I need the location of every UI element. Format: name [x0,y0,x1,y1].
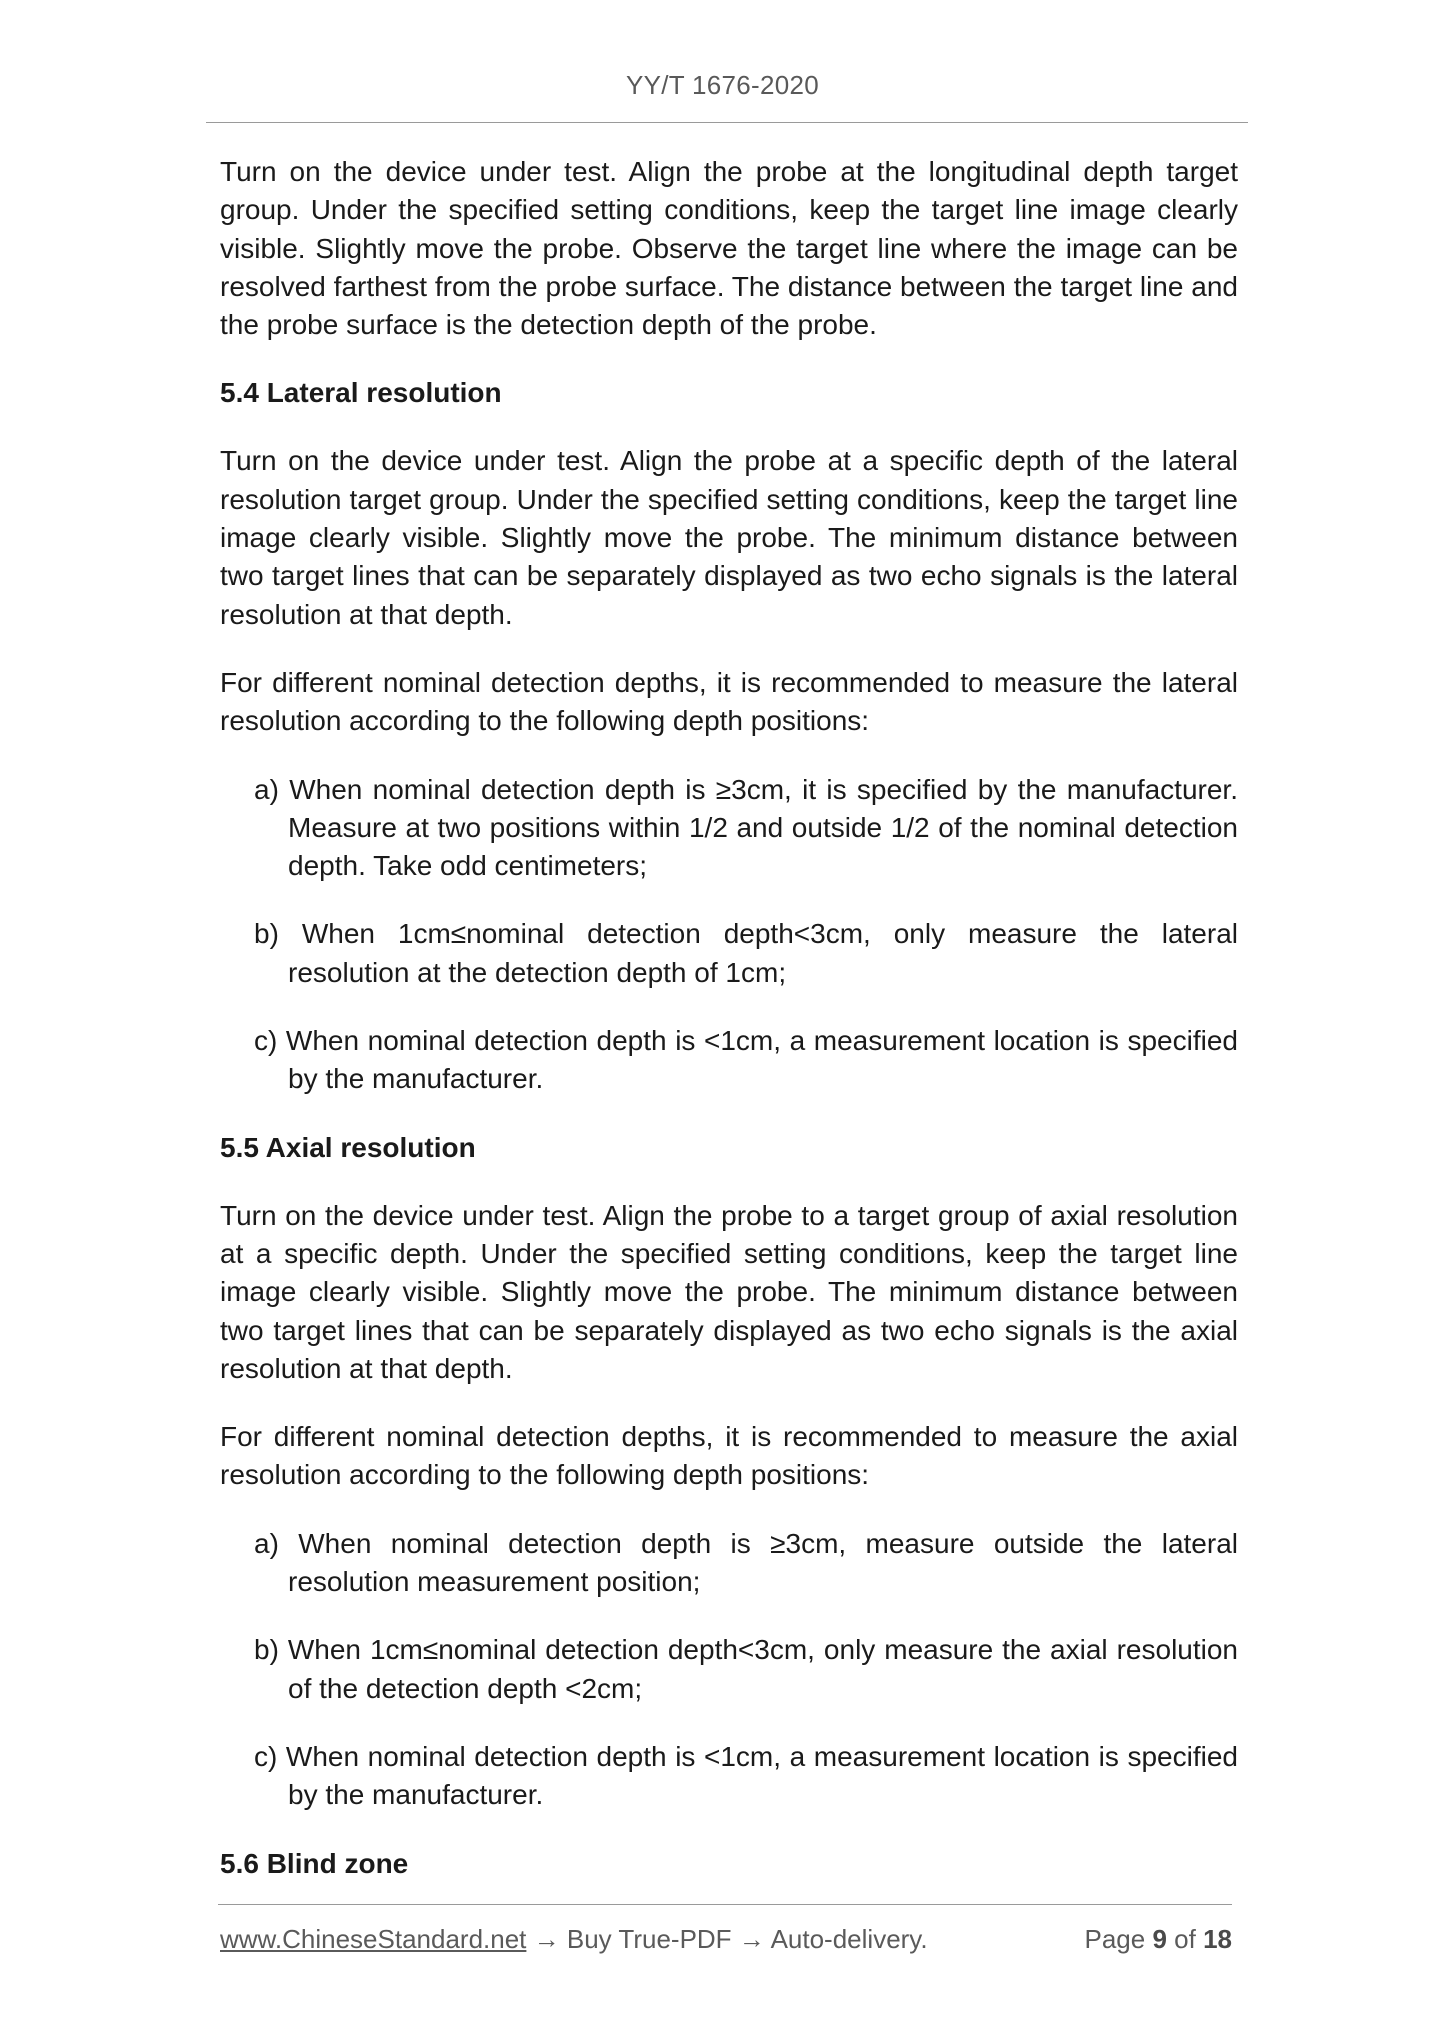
list-item-5-5-c: c) When nominal detection depth is <1cm, a measurement location is specified by the manufacturer. [254,1740,1238,1811]
paragraph-5-5-2: For different nominal detection depths, it is recommended to measure the axial resolution according to the following depth positions: [220,1421,1238,1491]
list-item-5-4-a: a) When nominal detection depth is ≥3cm, it is specified by the manufacturer. Measure at two positions within 1/2 and outside 1/2 of the nominal detection depth. Take odd centimeters; [254,773,1238,882]
list-item-5-4-b: b) When 1cm≤nominal detection depth<3cm, only measure the lateral resolution at the detection depth of 1cm; [254,918,1238,988]
intro-paragraph: Turn on the device under test. Align the probe at the longitudinal depth target group. Under the specified setting conditions, keep the target line image clearly visible. Slightly move the probe. Observe the target line where the image can be resolved farthest from the probe surface. The distance between the target line and the probe surface is the detection depth of the probe. [220,156,1238,341]
footer-tagline: → Buy True-PDF → Auto-delivery. [526,1924,928,1954]
page-footer [220,1924,1232,1955]
list-item-5-4-c: c) When nominal detection depth is <1cm, a measurement location is specified by the manufacturer. [254,1025,1238,1095]
section-heading-5-5: 5.5 Axial resolution [220,1131,476,1163]
section-heading-5-6: 5.6 Blind zone [220,1847,409,1879]
of-label: of [1174,1924,1196,1954]
website-link[interactable]: www.ChineseStandard.net [220,1924,527,1954]
document-code-header: YY/T 1676-2020 [625,70,820,100]
paragraph-5-4-2: For different nominal detection depths, it is recommended to measure the lateral resolution according to the following depth positions: [220,666,1238,737]
header-divider [206,122,1248,123]
list-item-5-5-a: a) When nominal detection depth is ≥3cm, measure outside the lateral resolution measurement position; [254,1527,1238,1598]
page-indicator [1084,1924,1232,1955]
list-item-5-5-b: b) When 1cm≤nominal detection depth<3cm, only measure the axial resolution of the detection depth <2cm; [254,1634,1238,1704]
page-label: Page [1084,1924,1146,1954]
footer-divider [218,1904,1232,1905]
page-content [220,153,1238,1913]
page-number: 9 [1152,1924,1167,1954]
section-heading-5-4: 5.4 Lateral resolution [220,377,502,409]
paragraph-5-4-1: Turn on the device under test. Align the probe at a specific depth of the lateral resolution target group. Under the specified setting conditions, keep the target line image clearly visible. Slightly move the probe. The minimum distance between two target lines that can be separately displayed as two echo signals is the lateral resolution at that depth. [220,445,1238,630]
paragraph-5-5-1: Turn on the device under test. Align the probe to a target group of axial resolution at a specific depth. Under the specified setting conditions, keep the target line image clearly visible. Slightly move the probe. The minimum distance between two target lines that can be separately displayed as two echo signals is the axial resolution at that depth. [220,1199,1238,1384]
total-pages: 18 [1203,1924,1232,1954]
